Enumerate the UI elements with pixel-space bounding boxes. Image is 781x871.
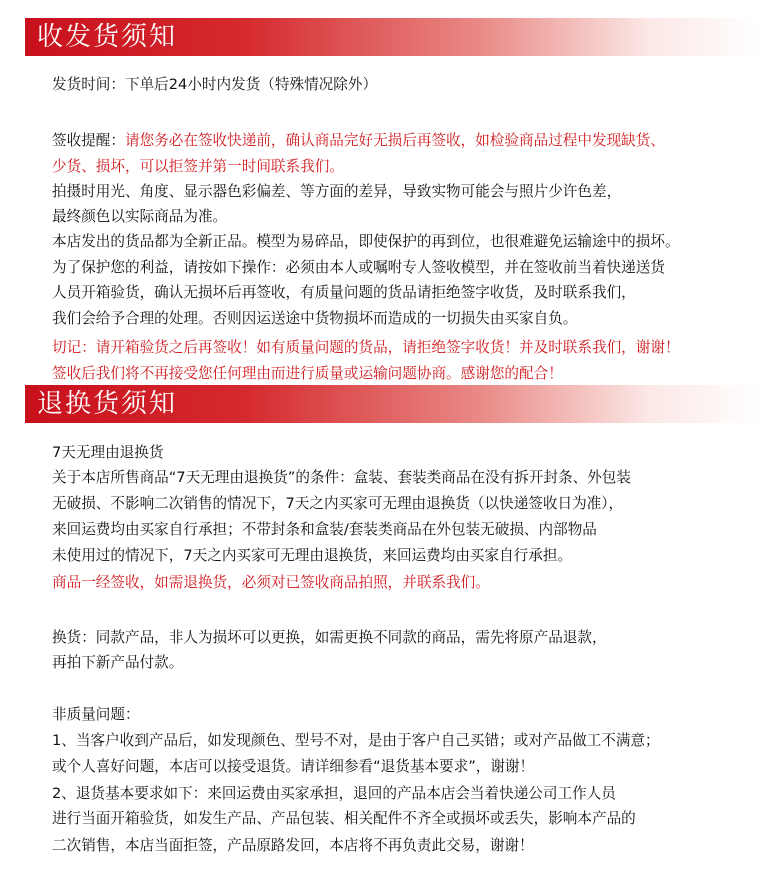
body-text: 二次销售，本店当面拒签，产品原路发回，本店将不再负责此交易，谢谢！ <box>52 837 534 854</box>
highlight-text: 少货、损坏，可以拒签并第一时间联系我们。 <box>52 158 344 175</box>
section1-line <box>52 232 680 252</box>
body-text: 我们会给予合理的处理。否则因运送途中货物损坏而造成的一切损失由买家自负。 <box>52 310 578 327</box>
body-text: 1、当客户收到产品后，如发现颜色、型号不对，是由于客户自己买错；或对产品做工不满意； <box>52 732 660 749</box>
highlight-text: 签收后我们将不再接受您任何理由而进行质量或运输问题协商。感谢您的配合！ <box>52 365 563 382</box>
section-title-returns: 退换货须知 <box>37 389 178 419</box>
body-text: 再拍下新产品付款。 <box>52 654 184 671</box>
section2-line <box>52 443 163 463</box>
section2-line <box>52 731 660 751</box>
section1-line <box>52 309 577 329</box>
section2-line <box>52 653 183 673</box>
section1-line <box>52 75 377 95</box>
body-text: 关于本店所售商品“7天无理由退换货”的条件：盒装、套装类商品在没有拆开封条、外包装 <box>52 469 631 486</box>
section-title-shipping: 收发货须知 <box>37 22 178 52</box>
body-text: 人员开箱验货，确认无损坏后再签收，有质量问题的货品请拒绝签字收货，及时联系我们， <box>52 284 636 301</box>
body-text: 非质量问题： <box>52 706 140 723</box>
section-banner-shipping <box>25 18 760 56</box>
body-text: 为了保护您的利益，请按如下操作：必须由本人或嘱咐专人签收模型，并在签收前当着快递送货 <box>52 259 665 276</box>
section2-line <box>52 468 631 488</box>
body-text: 签收提醒： <box>52 132 125 149</box>
body-text: 换货：同款产品，非人为损坏可以更换，如需更换不同款的商品，需先将原产品退款， <box>52 629 607 646</box>
body-text: 最终颜色以实际商品为准。 <box>52 208 228 225</box>
body-text: 本店发出的货品都为全新正品。模型为易碎品，即使保护的再到位，也很难避免运输途中的损坏。 <box>52 233 680 250</box>
section-banner-returns <box>25 385 760 423</box>
section2-line <box>52 520 597 540</box>
body-text: 拍摄时用光、角度、显示器色彩偏差、等方面的差异，导致实物可能会与照片少许色差， <box>52 183 622 200</box>
section1-line <box>52 157 344 177</box>
body-text: 无破损、不影响二次销售的情况下，7天之内买家可无理由退换货（以快递签收日为准）， <box>52 495 624 512</box>
section1-line <box>52 207 227 227</box>
section2-line <box>52 809 636 829</box>
section1-line <box>52 338 680 358</box>
section2-line <box>52 628 607 648</box>
section1-line <box>52 364 563 384</box>
section2-line <box>52 757 534 777</box>
section2-line <box>52 494 623 514</box>
body-text: 或个人喜好问题，本店可以接受退货。请详细参看“退货基本要求”，谢谢！ <box>52 758 535 775</box>
body-text: 发货时间：下单后24小时内发货（特殊情况除外） <box>52 76 378 93</box>
body-text: 进行当面开箱验货，如发生产品、产品包装、相关配件不齐全或损坏或丢失，影响本产品的 <box>52 810 636 827</box>
highlight-text: 切记：请开箱验货之后再签收！如有质量问题的货品，请拒绝签字收货！并及时联系我们，谢谢！ <box>52 339 680 356</box>
section1-line <box>52 258 665 278</box>
body-text: 7天无理由退换货 <box>52 444 164 461</box>
highlight-text: 商品一经签收，如需退换货，必须对已签收商品拍照，并联系我们。 <box>52 574 490 591</box>
section2-line <box>52 836 534 856</box>
body-text: 来回运费均由买家自行承担；不带封条和盒装/套装类商品在外包装无破损、内部物品 <box>52 521 597 538</box>
section1-line <box>52 131 665 151</box>
section2-line <box>52 705 140 725</box>
section2-line <box>52 784 616 804</box>
body-text: 2、退货基本要求如下：来回运费由买家承担，退回的产品本店会当着快递公司工作人员 <box>52 785 616 802</box>
section1-line <box>52 283 636 303</box>
section2-line <box>52 573 490 593</box>
highlight-text: 请您务必在签收快递前，确认商品完好无损后再签收，如检验商品过程中发现缺货、 <box>124 132 665 149</box>
section1-line <box>52 182 621 202</box>
body-text: 未使用过的情况下，7天之内买家可无理由退换货，来回运费均由买家自行承担。 <box>52 547 573 564</box>
section2-line <box>52 546 572 566</box>
